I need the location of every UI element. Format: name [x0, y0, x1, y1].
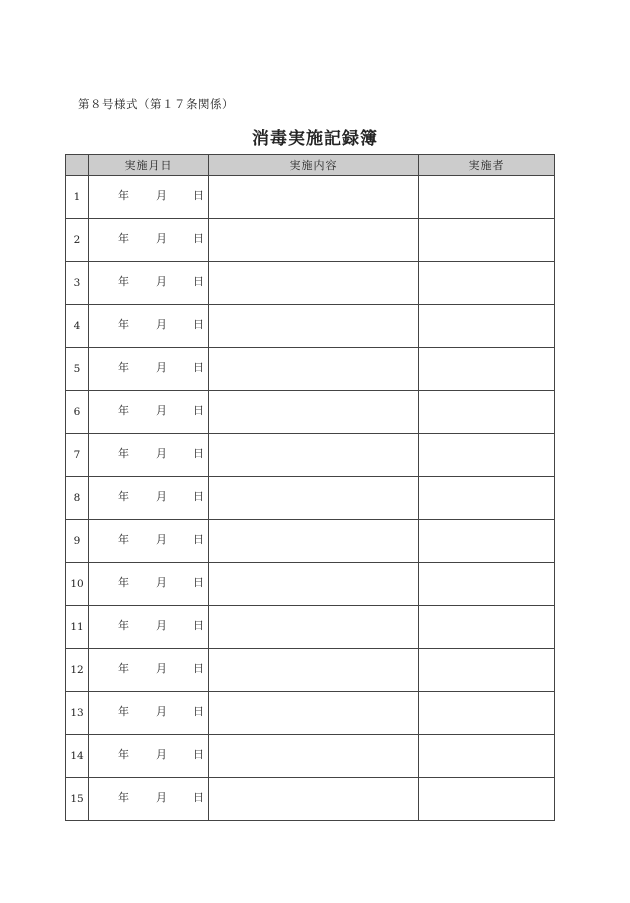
table-row	[66, 262, 555, 305]
year-label: 年	[118, 447, 129, 460]
table-row	[66, 176, 555, 219]
month-label: 月	[156, 662, 167, 675]
date-cell[interactable]	[89, 778, 209, 821]
person-cell[interactable]	[419, 262, 555, 305]
content-cell[interactable]	[209, 692, 419, 735]
day-label: 日	[193, 318, 204, 331]
month-label: 月	[156, 748, 167, 761]
date-cell[interactable]	[89, 305, 209, 348]
row-number: 15	[66, 778, 89, 821]
year-label: 年	[118, 361, 129, 374]
person-cell[interactable]	[419, 391, 555, 434]
person-cell[interactable]	[419, 219, 555, 262]
row-number: 8	[66, 477, 89, 520]
content-cell[interactable]	[209, 649, 419, 692]
month-label: 月	[156, 232, 167, 245]
page-title: 消毒実施記録簿	[252, 129, 378, 149]
row-number: 2	[66, 219, 89, 262]
header-person: 実施者	[419, 155, 555, 176]
table-row	[66, 348, 555, 391]
table-row	[66, 649, 555, 692]
day-label: 日	[193, 576, 204, 589]
row-number: 10	[66, 563, 89, 606]
year-label: 年	[118, 705, 129, 718]
content-cell[interactable]	[209, 176, 419, 219]
content-cell[interactable]	[209, 606, 419, 649]
content-cell[interactable]	[209, 219, 419, 262]
day-label: 日	[193, 705, 204, 718]
year-label: 年	[118, 576, 129, 589]
content-cell[interactable]	[209, 305, 419, 348]
date-cell[interactable]	[89, 649, 209, 692]
person-cell[interactable]	[419, 348, 555, 391]
day-label: 日	[193, 791, 204, 804]
content-cell[interactable]	[209, 477, 419, 520]
year-label: 年	[118, 791, 129, 804]
year-label: 年	[118, 490, 129, 503]
person-cell[interactable]	[419, 477, 555, 520]
month-label: 月	[156, 533, 167, 546]
person-cell[interactable]	[419, 563, 555, 606]
content-cell[interactable]	[209, 735, 419, 778]
month-label: 月	[156, 490, 167, 503]
table-row	[66, 219, 555, 262]
day-label: 日	[193, 490, 204, 503]
month-label: 月	[156, 318, 167, 331]
day-label: 日	[193, 447, 204, 460]
content-cell[interactable]	[209, 778, 419, 821]
day-label: 日	[193, 404, 204, 417]
day-label: 日	[193, 361, 204, 374]
person-cell[interactable]	[419, 176, 555, 219]
row-number: 4	[66, 305, 89, 348]
person-cell[interactable]	[419, 434, 555, 477]
month-label: 月	[156, 361, 167, 374]
month-label: 月	[156, 275, 167, 288]
date-cell[interactable]	[89, 520, 209, 563]
form-number-label: 第８号様式（第１７条関係）	[78, 97, 234, 111]
year-label: 年	[118, 189, 129, 202]
month-label: 月	[156, 619, 167, 632]
year-label: 年	[118, 533, 129, 546]
year-label: 年	[118, 619, 129, 632]
person-cell[interactable]	[419, 520, 555, 563]
date-cell[interactable]	[89, 176, 209, 219]
date-cell[interactable]	[89, 348, 209, 391]
date-cell[interactable]	[89, 606, 209, 649]
content-cell[interactable]	[209, 391, 419, 434]
month-label: 月	[156, 447, 167, 460]
table-row	[66, 520, 555, 563]
day-label: 日	[193, 232, 204, 245]
day-label: 日	[193, 662, 204, 675]
month-label: 月	[156, 576, 167, 589]
person-cell[interactable]	[419, 606, 555, 649]
row-number: 11	[66, 606, 89, 649]
date-cell[interactable]	[89, 692, 209, 735]
month-label: 月	[156, 404, 167, 417]
table-row	[66, 606, 555, 649]
table-row	[66, 692, 555, 735]
person-cell[interactable]	[419, 735, 555, 778]
table-row	[66, 434, 555, 477]
day-label: 日	[193, 619, 204, 632]
day-label: 日	[193, 189, 204, 202]
header-date: 実施月日	[89, 155, 209, 176]
content-cell[interactable]	[209, 563, 419, 606]
table-row	[66, 391, 555, 434]
table-row	[66, 563, 555, 606]
header-content: 実施内容	[209, 155, 419, 176]
content-cell[interactable]	[209, 520, 419, 563]
day-label: 日	[193, 533, 204, 546]
year-label: 年	[118, 662, 129, 675]
date-cell[interactable]	[89, 391, 209, 434]
person-cell[interactable]	[419, 305, 555, 348]
year-label: 年	[118, 318, 129, 331]
row-number: 5	[66, 348, 89, 391]
row-number: 14	[66, 735, 89, 778]
disinfection-record-table	[65, 154, 555, 821]
person-cell[interactable]	[419, 692, 555, 735]
year-label: 年	[118, 275, 129, 288]
row-number: 3	[66, 262, 89, 305]
row-number: 7	[66, 434, 89, 477]
table-row	[66, 305, 555, 348]
month-label: 月	[156, 791, 167, 804]
day-label: 日	[193, 748, 204, 761]
row-number: 13	[66, 692, 89, 735]
person-cell[interactable]	[419, 778, 555, 821]
date-cell[interactable]	[89, 434, 209, 477]
person-cell[interactable]	[419, 649, 555, 692]
row-number: 6	[66, 391, 89, 434]
year-label: 年	[118, 748, 129, 761]
date-cell[interactable]	[89, 735, 209, 778]
month-label: 月	[156, 189, 167, 202]
date-cell[interactable]	[89, 219, 209, 262]
table-body	[66, 176, 555, 821]
table-row	[66, 735, 555, 778]
row-number: 1	[66, 176, 89, 219]
date-cell[interactable]	[89, 477, 209, 520]
table-header-row	[66, 155, 555, 176]
date-cell[interactable]	[89, 262, 209, 305]
content-cell[interactable]	[209, 348, 419, 391]
month-label: 月	[156, 705, 167, 718]
date-cell[interactable]	[89, 563, 209, 606]
day-label: 日	[193, 275, 204, 288]
content-cell[interactable]	[209, 434, 419, 477]
table-row	[66, 477, 555, 520]
content-cell[interactable]	[209, 262, 419, 305]
row-number: 12	[66, 649, 89, 692]
row-number: 9	[66, 520, 89, 563]
year-label: 年	[118, 404, 129, 417]
header-no	[66, 155, 89, 176]
table-row	[66, 778, 555, 821]
year-label: 年	[118, 232, 129, 245]
